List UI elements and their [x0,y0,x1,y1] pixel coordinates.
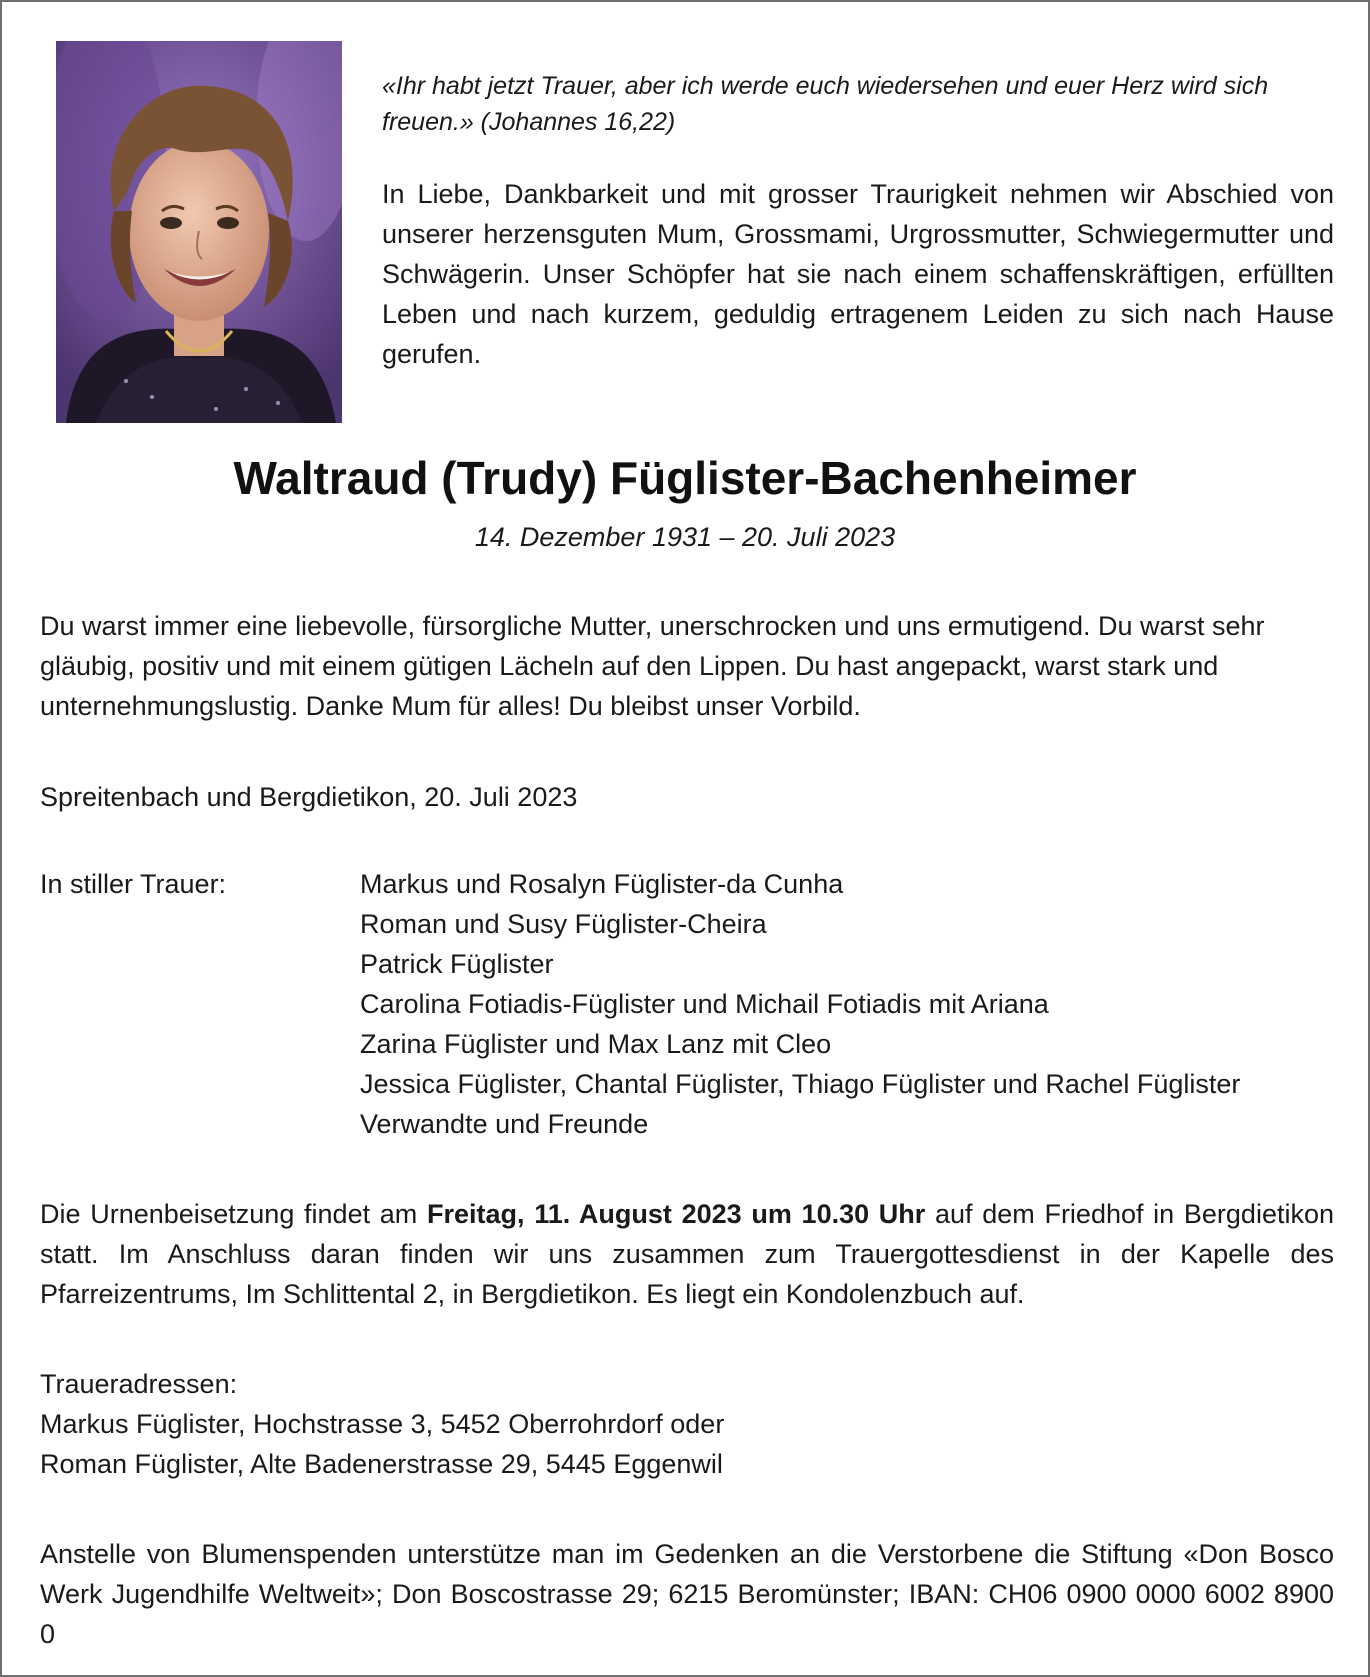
burial-text-after: auf dem Friedhof in Bergdietikon statt. Im Anschluss daran finden wir uns zusammen zum Trauergottesdienst in der Kapelle des Pfarreizentrums, Im Schlittental 2, in Bergdietikon. Es liegt ein Kondolenzbuch auf. [40,1199,1334,1309]
mourner-entry: Zarina Füglister und Max Lanz mit Cleo [360,1029,832,1059]
life-dates: 14. Dezember 1931 – 20. Juli 2023 [474,522,896,552]
burial-text-before: Die Urnenbeisetzung findet am [40,1199,427,1229]
intro-section [382,68,1334,374]
place-and-date: Spreitenbach und Bergdietikon, 20. Juli 2023 [40,782,578,812]
address-line: Markus Füglister, Hochstrasse 3, 5452 Oberrohrdorf oder [40,1409,725,1439]
mourners-list [360,864,1340,1144]
addresses-heading: Traueradressen: [40,1369,238,1399]
portrait-illustration [56,41,342,423]
mourner-entry: Verwandte und Freunde [360,1109,649,1139]
bible-quote: «Ihr habt jetzt Trauer, aber ich werde euch wiedersehen und euer Herz wird sich freuen.» (Johannes 16,22) [382,72,1269,136]
burial-info [40,1194,1334,1314]
mourner-entry: Jessica Füglister, Chantal Füglister, Thiago Füglister und Rachel Füglister [360,1069,1241,1099]
address-line: Roman Füglister, Alte Badenerstrasse 29, 5445 Eggenwil [40,1449,723,1479]
portrait-photo [56,41,342,423]
mourner-entry: Markus und Rosalyn Füglister-da Cunha [360,869,844,899]
mourner-entry: Roman und Susy Füglister-Cheira [360,909,767,939]
tribute-text: Du warst immer eine liebevolle, fürsorgliche Mutter, unerschrocken und uns ermutigend. Du warst sehr gläubig, positiv und mit einem gütigen Lächeln auf den Lippen. Du hast angepackt, warst stark und unternehmungslustig. Danke Mum für alles! Du bleibst unser Vorbild. [40,611,1265,721]
intro-text: In Liebe, Dankbarkeit und mit grosser Traurigkeit nehmen wir Abschied von unserer herzensguten Mum, Grossmami, Urgrossmutter, Schwiegermutter und Schwägerin. Unser Schöpfer hat sie nach einem schaffenskräftigen, erfüllten Leben und nach kurzem, geduldig ertragenem Leiden zu sich nach Hause gerufen. [382,179,1334,369]
burial-date-time: Freitag, 11. August 2023 um 10.30 Uhr [426,1199,926,1229]
mourners-label: In stiller Trauer: [40,869,227,899]
deceased-name: Waltraud (Trudy) Füglister-Bachenheimer [233,452,1137,504]
mourner-entry: Carolina Fotiadis-Füglister und Michail Fotiadis mit Ariana [360,989,1049,1019]
mourning-addresses [40,1364,1334,1484]
mourner-entry: Patrick Füglister [360,949,554,979]
donation-info: Anstelle von Blumenspenden unterstütze man im Gedenken an die Verstorbene die Stiftung «Don Bosco Werk Jugendhilfe Weltweit»; Don Boscostrasse 29; 6215 Beromünster; IBAN: CH06 0900 0000 6002 8900 0 [40,1539,1334,1649]
